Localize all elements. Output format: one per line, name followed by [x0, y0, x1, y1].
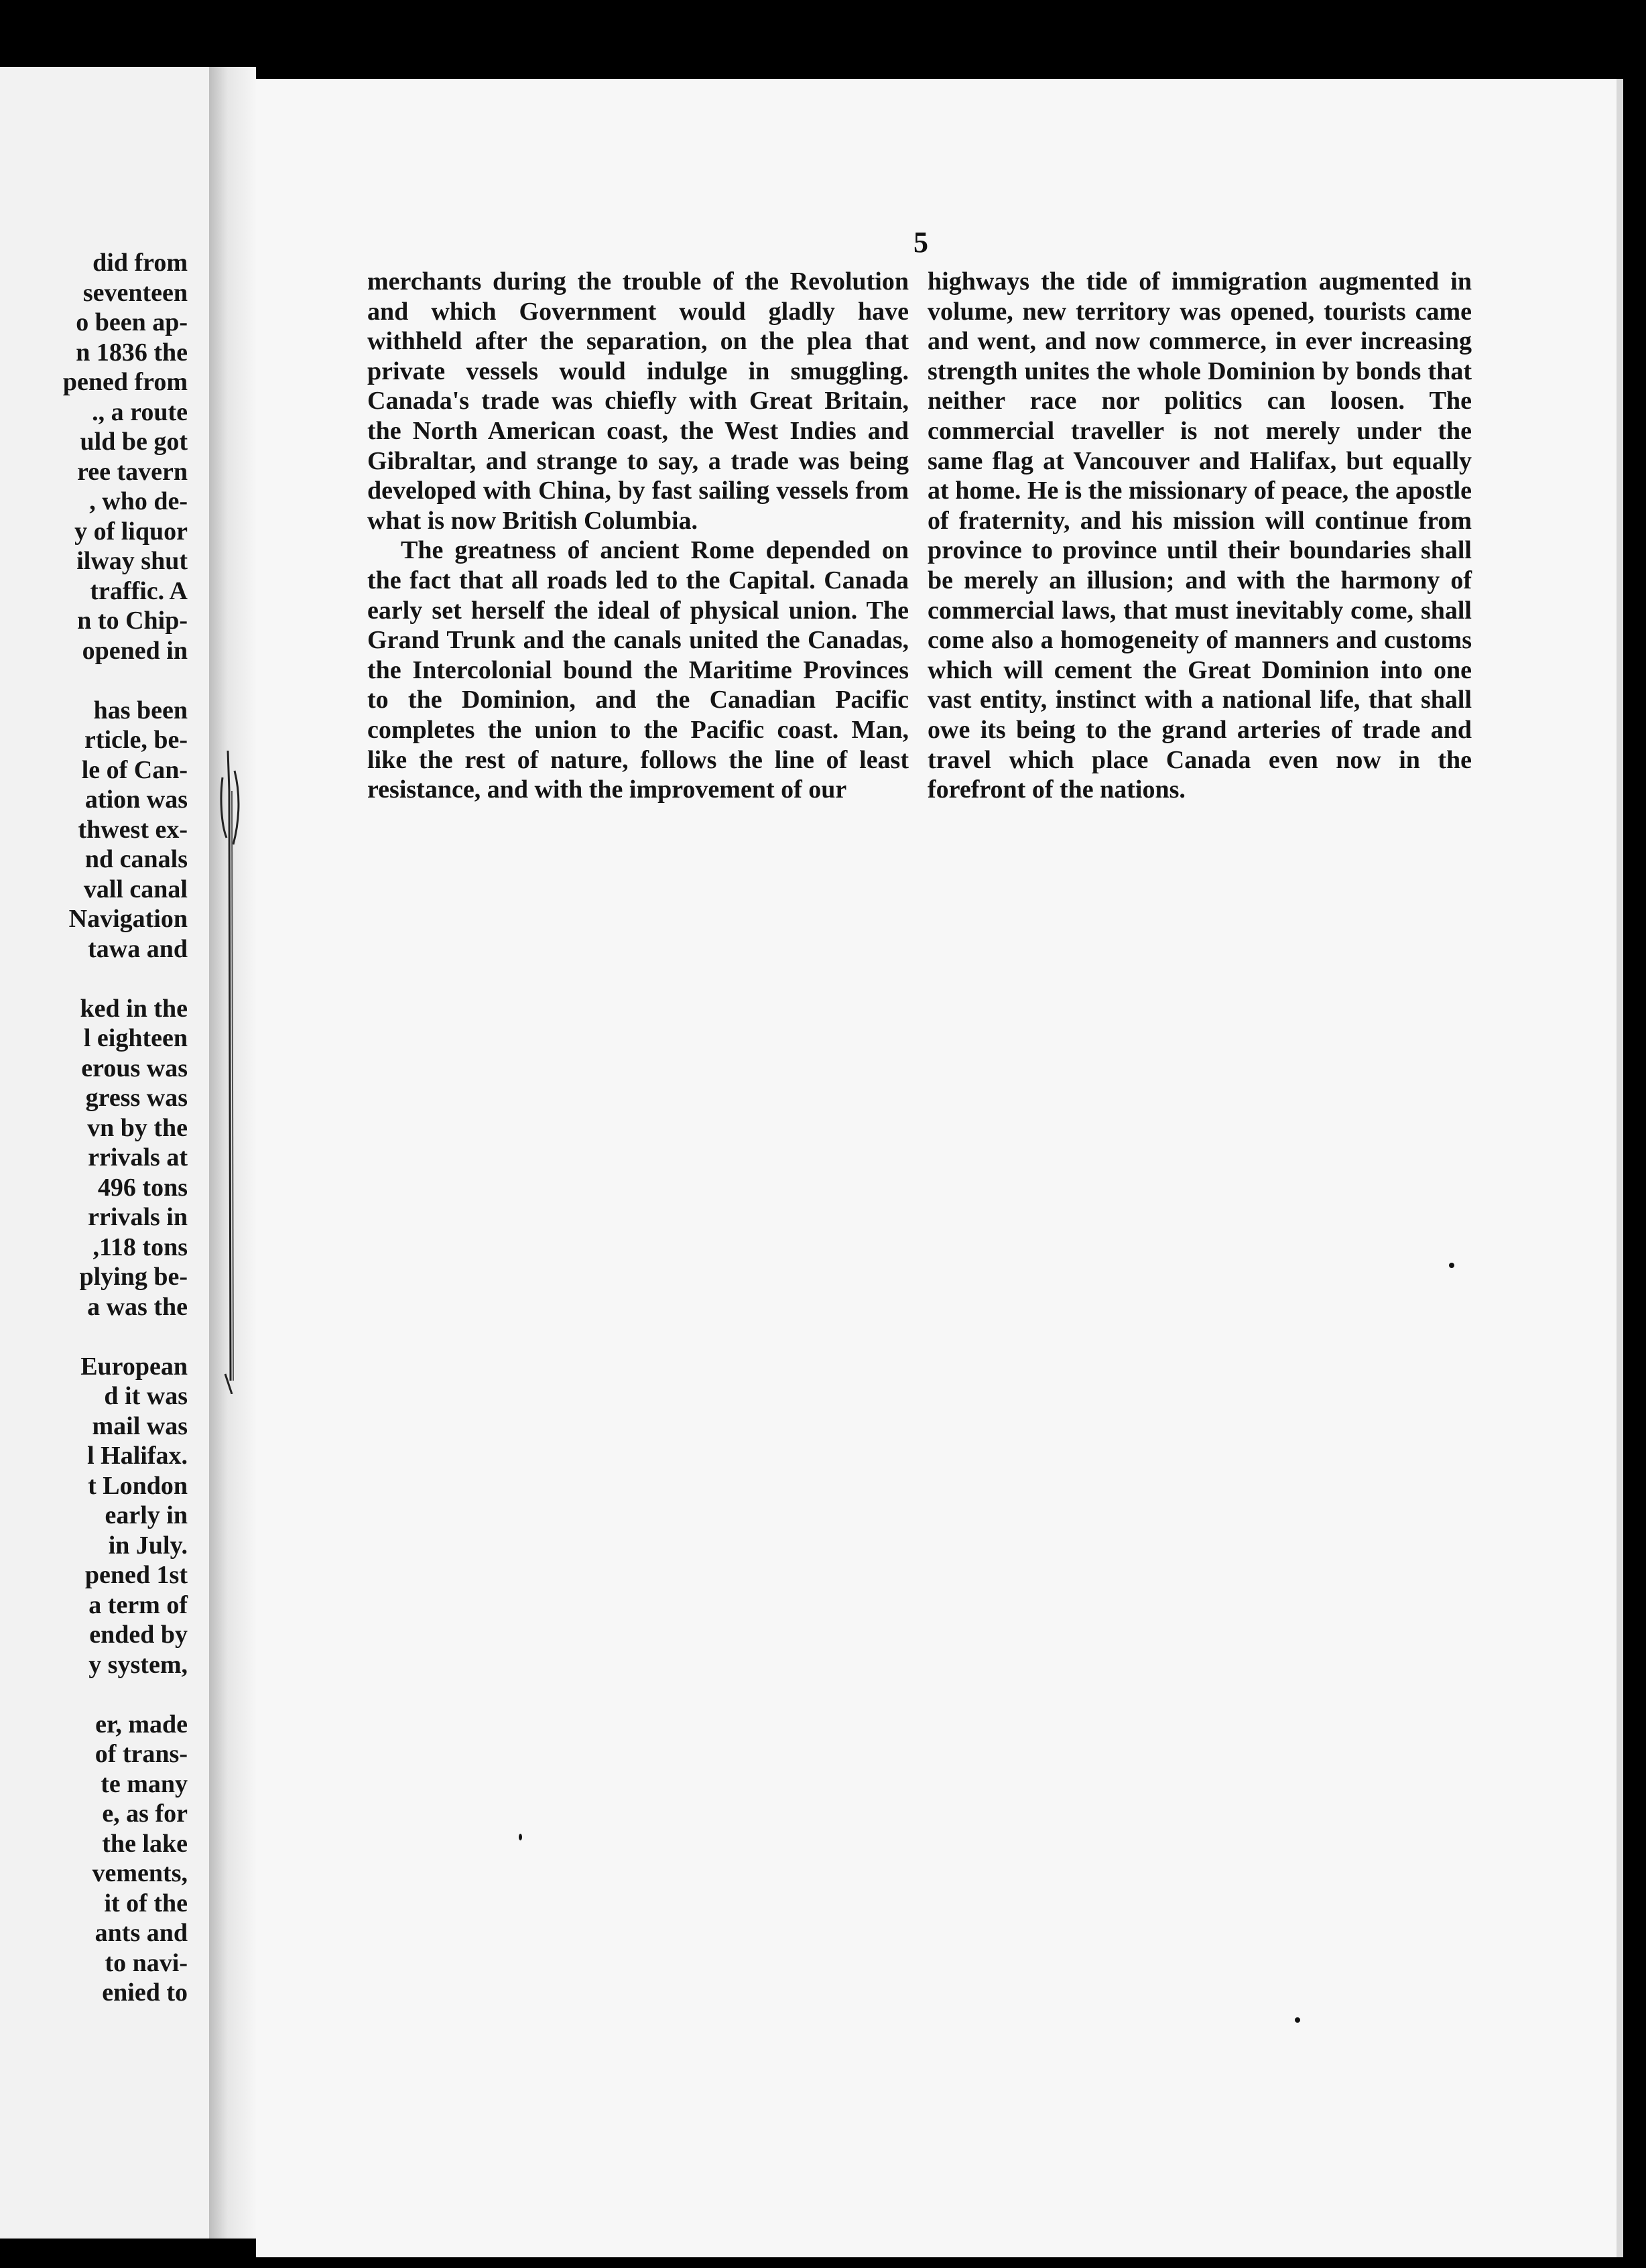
text-line: a term of — [88, 1590, 188, 1619]
text-line: n 1836 the — [76, 338, 188, 367]
text-line: l eighteen — [83, 1024, 188, 1052]
text-column-left — [367, 267, 909, 805]
text-line: thwest ex- — [78, 815, 188, 844]
line-gap — [0, 666, 188, 696]
text-line: enied to — [102, 1978, 188, 2007]
text-line: d it was — [104, 1382, 188, 1410]
text-line: ants and — [94, 1919, 188, 1947]
text-line: l Halifax. — [87, 1442, 188, 1470]
line-gap — [0, 1322, 188, 1352]
text-line: o been ap- — [76, 308, 188, 336]
text-line: ,118 tons — [92, 1233, 188, 1261]
text-line: European — [80, 1352, 188, 1381]
text-line: did from — [92, 249, 188, 277]
text-line: le of Can- — [81, 755, 188, 784]
text-line: vements, — [92, 1859, 188, 1887]
text-line: e, as for — [102, 1800, 188, 1828]
paragraph: highways the tide of immigration augmented in volume, new territory was opened, tourists came and went, and now commerce, in ever increasing strength unites the whole Dominion by bonds that neither race nor politics can loosen. The commercial traveller is not merely under the same flag at Vancouver and Halifax, but equally at home. He is the missionary of peace, the apostle of fraternity, and his mission will continue from province to province until their boundaries shall be merely an illusion; and with the harmony of commercial laws, that must inevitably come, shall come also a homogeneity of manners and customs which will cement the Great Dominion into one vast entity, instinct with a national life, that shall owe its being to the grand arteries of trade and travel which place Canada even now in the forefront of the nations. — [928, 267, 1472, 804]
previous-page-text — [0, 248, 188, 2008]
text-line: ked in the — [80, 994, 188, 1023]
text-line: seventeen — [82, 278, 188, 307]
text-line: uld be got — [80, 428, 188, 456]
text-line: pened from — [62, 368, 188, 396]
text-line: rticle, be- — [84, 726, 188, 754]
ink-speck — [1295, 2017, 1300, 2023]
text-line: ., a route — [92, 397, 188, 426]
text-line: tawa and — [88, 934, 188, 963]
text-line: y system, — [88, 1650, 188, 1679]
text-line: , who de- — [89, 487, 188, 515]
text-line: gress was — [85, 1084, 188, 1112]
text-line: ilway shut — [76, 547, 188, 575]
line-gap — [0, 964, 188, 994]
text-line: mail was — [92, 1411, 188, 1440]
line-gap — [0, 1680, 188, 1710]
paragraph: The greatness of ancient Rome depended on the fact that all roads led to the Capital. Canada early set herself the ideal of physical union. The Grand Trunk and the canals united the Canadas, the Intercolonial bound the Maritime Provinces to the Dominion, and the Canadian Pacific completes the union to the Pacific coast. Man, like the rest of nature, follows the line of least resistance, and with the improvement of our — [367, 536, 909, 804]
text-line: in July. — [108, 1531, 188, 1560]
previous-page-fragment — [0, 67, 209, 2239]
text-line: the lake — [102, 1829, 188, 1858]
ink-speck — [1449, 1263, 1454, 1268]
text-line: t London — [88, 1471, 188, 1500]
text-line: early in — [105, 1501, 188, 1529]
paragraph: merchants during the trouble of the Revolution and which Government would gladly have withheld after the separation, on the plea that private vessels would indulge in smuggling. Canada's trade was chiefly with Great Britain, the North American coast, the West Indies and Gibraltar, and strange to say, a trade was being developed with China, by fast sailing vessels from what is now British Columbia. — [367, 267, 909, 535]
text-column-right — [928, 267, 1472, 805]
text-line: Navigation — [68, 905, 188, 933]
text-line: 496 tons — [97, 1173, 188, 1202]
text-line: nd canals — [84, 845, 188, 873]
text-line: pened 1st — [84, 1561, 188, 1589]
text-line: plying be- — [79, 1263, 188, 1291]
text-line: vn by the — [87, 1113, 188, 1142]
text-line: y of liquor — [74, 517, 188, 546]
ink-speck — [519, 1834, 522, 1840]
text-line: to navi- — [105, 1948, 188, 1977]
text-line: ation was — [84, 785, 188, 814]
text-line: it of the — [104, 1889, 188, 1917]
text-line: opened in — [82, 636, 188, 665]
text-line: rrivals in — [88, 1203, 188, 1231]
text-line: has been — [93, 696, 188, 724]
text-line: of trans- — [94, 1740, 188, 1768]
text-line: er, made — [95, 1710, 188, 1739]
text-line: a was the — [87, 1292, 188, 1321]
text-line: traffic. A — [90, 576, 188, 605]
text-line: erous was — [81, 1054, 188, 1082]
text-line: ended by — [89, 1621, 188, 1649]
text-line: ree tavern — [77, 457, 188, 486]
text-line: vall canal — [83, 875, 188, 903]
binding-thread-mark — [218, 751, 245, 1394]
text-line: rrivals at — [88, 1143, 188, 1172]
page-number: 5 — [913, 226, 928, 259]
text-line: n to Chip- — [77, 607, 188, 635]
text-line: te many — [101, 1769, 188, 1798]
